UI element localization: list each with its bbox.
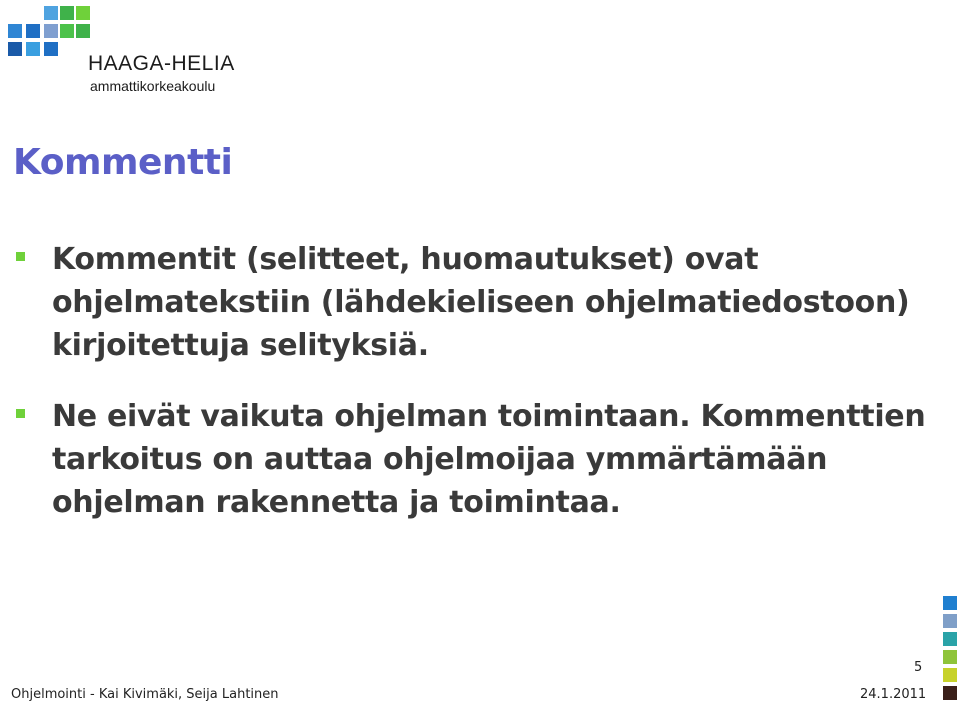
- side-square: [943, 650, 957, 664]
- bullet-item: [14, 395, 944, 524]
- logo-square: [26, 24, 40, 38]
- logo-square: [44, 42, 58, 56]
- logo-square: [44, 24, 58, 38]
- logo-square: [76, 24, 90, 38]
- side-square: [943, 596, 957, 610]
- bullet-square-icon: [16, 409, 25, 418]
- side-square: [943, 686, 957, 700]
- bullet-text: Kommentit (selitteet, huomautukset) ovat ohjelmatekstiin (lähdekieliseen ohjelmatiedostoon) kirjoitettuja selityksiä.: [52, 242, 910, 363]
- logo-name: HAAGA-HELIA: [88, 52, 235, 75]
- logo-square: [44, 6, 58, 20]
- slide-title: Kommentti: [13, 142, 233, 183]
- logo-square: [76, 6, 90, 20]
- logo-square: [8, 42, 22, 56]
- bullet-list: [14, 238, 944, 552]
- bullet-text: Ne eivät vaikuta ohjelman toimintaan. Kommenttien tarkoitus on auttaa ohjelmoijaa ymmärtämään ohjelman rakennetta ja toimintaa.: [52, 399, 926, 520]
- logo-square: [60, 24, 74, 38]
- bullet-square-icon: [16, 252, 25, 261]
- haaga-helia-logo: [8, 6, 248, 96]
- page-number: 5: [914, 660, 923, 675]
- side-square: [943, 668, 957, 682]
- logo-square: [8, 24, 22, 38]
- bullet-item: [14, 238, 944, 367]
- logo-subtitle: ammattikorkeakoulu: [90, 78, 216, 94]
- logo-square: [60, 6, 74, 20]
- side-square: [943, 632, 957, 646]
- footer-date: 24.1.2011: [860, 687, 927, 702]
- logo-square: [26, 42, 40, 56]
- side-squares: [943, 596, 957, 704]
- footer-authors: Ohjelmointi - Kai Kivimäki, Seija Lahtinen: [11, 687, 279, 702]
- side-square: [943, 614, 957, 628]
